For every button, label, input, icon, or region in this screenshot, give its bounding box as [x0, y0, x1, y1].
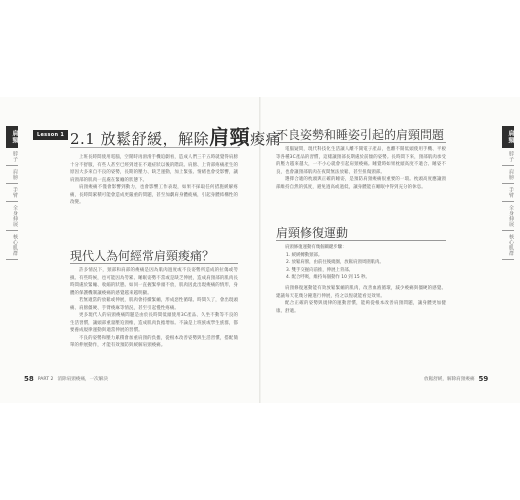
lesson-title — [70, 121, 281, 150]
section-heading-exercise: 肩頸修復運動 — [276, 226, 349, 240]
paragraph: 許多情況下，頸部和肩部的痠痛是因為肌肉過度或不良姿勢所造成的拉傷或勞損。有些時候，也可能因為勞累、睡眠姿勢不當或是缺乏伸展，造成肩頸部的肌肉長時間處於緊繃、收縮的狀態。如同一直握緊拳頭不放，肌肉因此出現痠痛的情形，身體的保護機制讓痠痛的感覺越來越明顯。 — [70, 268, 239, 296]
left-footer — [24, 375, 108, 383]
lesson-title-highlight: 肩頸 — [209, 125, 251, 149]
page-number: 59 — [478, 375, 489, 383]
paragraph: 配合正確的姿勢與規律的運動習慣，能夠從根本改善肩頸問題，讓身體更加健康、舒適。 — [276, 301, 446, 314]
section-divider — [70, 263, 238, 264]
footer-title: 消除肩頸痠痛，一次解決 — [57, 377, 108, 382]
section-divider — [276, 142, 446, 143]
section-divider — [276, 240, 446, 241]
list-intro: 肩頸修復運動有幾個關鍵步驟： — [285, 245, 347, 250]
paragraph: 不良的姿勢和壓力累積會加重肩頸的負擔，從根本改善姿勢與生活習慣，搭配簡單的伸展動作，才能有效預防與緩解肩頸痠痛。 — [70, 335, 238, 348]
lesson-title-prefix: 放鬆舒緩，解除 — [100, 130, 210, 148]
tab-title: 肩頸 — [6, 126, 18, 148]
tab-item-core: 核心肌群 — [6, 231, 18, 260]
right-footer — [424, 375, 488, 383]
paragraph: 更多現代人的肩頸痠痛問題是由於長時間低頭使用3C產品、久坐不動等不良的生活習慣，讓頭部重量壓迫頸椎，造成肌肉負擔增加。不論是上班族或學生族群，都要養成規律運動與適當伸展的習慣。 — [70, 313, 239, 333]
left-intro-text — [70, 154, 238, 207]
lesson-badge: Lesson 1 — [33, 130, 68, 140]
tab-title: 肩頸 — [502, 126, 514, 148]
left-chapter-tab — [6, 126, 18, 260]
footer-title: 放鬆舒緩，解除肩頸痠痛 — [424, 377, 475, 382]
tab-item-arm: 手臂 — [502, 184, 514, 202]
paragraph: 肩頸痠痛不僅會影響到動力，也會影響工作表現，如果不採取任何措施緩解疼痛，長時間累積可能會造成更嚴重的問題，甚至加劇肩身體疲痛，引起身體結構性的改變。 — [70, 185, 239, 205]
lesson-title-suffix: 痠痛 — [250, 130, 282, 148]
lesson-number: 2.1 — [70, 130, 96, 148]
exercise-steps — [276, 244, 446, 282]
tab-item-arm: 手臂 — [6, 184, 18, 202]
tab-item-stretch: 全身伸展 — [502, 202, 514, 231]
left-section-text — [70, 267, 238, 350]
paragraph: 上班長時間使用電腦，空閒時再滑滑手機追劇看，造成人們三千五時就覺得肩膀十分不舒服，有些人甚至已經到達在不適症狀以後的階段。肩膀、上背部疼痛產生的原因大多來自不良的姿勢，長期的壓力、缺乏運動，加上緊張、情緒也會受影響，讓肩頸部的肌肉一直處在緊繃的狀態下。 — [70, 155, 239, 183]
tab-item-shoulder: 肩膀 — [6, 166, 18, 184]
list-item: 4. 配合呼吸，維持每個動作 10 到 15 秒。 — [286, 275, 370, 281]
tab-item-shoulder: 肩膀 — [502, 166, 514, 184]
list-item: 2. 放鬆肩膀，由前往後繞圈，放鬆肩頸周圍肌肉。 — [286, 260, 384, 266]
tab-item-neck: 脖子 — [502, 148, 514, 166]
right-section-text — [276, 146, 446, 191]
page-number: 58 — [24, 375, 34, 383]
right-chapter-tab — [502, 126, 514, 260]
paragraph: 電腦疑問，現代科技化生活讓人離不開電子產品，也離不開低頭使用手機、平板等各種3C產品的習慣，這樣讓頸部長期處於前傾的姿勢。長時間下來，頸部肌肉承受的壓力越來越大，一不小心就會引起肩頸痠痛。睡覺時如果枕頭高度不適合、睡姿不良，也會讓頸部肌肉在夜間無法放鬆，甚至扭傷頸部。 — [276, 147, 446, 175]
footer-part: PART 2 — [37, 376, 54, 382]
paragraph: 選擇合適的枕頭與正確的睡姿，是預防肩頸痠痛很重要的一環。枕頭高度應讓頸部維持自然的弧度，避免過高或過低，讓身體能在睡眠中得到充分的休息。 — [276, 177, 446, 190]
right-exercise-text — [276, 285, 446, 315]
tab-item-neck: 脖子 — [6, 148, 18, 166]
tab-item-stretch: 全身伸展 — [6, 202, 18, 231]
list-item: 1. 緩緩轉動頸部。 — [286, 252, 323, 258]
paragraph: 肩頸修復運動能有效放鬆緊繃的肌肉，改善血液循環，減少痠痛與僵硬的感覺。建議每天花幾分鐘進行伸展，持之以恆就能看見效果。 — [276, 286, 446, 299]
section-heading-posture: 不良姿勢和睡姿引起的肩頸問題 — [276, 128, 445, 142]
paragraph: 若無適當的放鬆或伸展，肌肉會持續緊繃，形成惡性循環。時間久了，會出現頭痛、肩膀僵硬、手臂痠麻等情況，甚至引起慢性疼痛。 — [70, 298, 238, 311]
list-item: 3. 雙手交握向前推，伸展上背部。 — [286, 267, 354, 273]
section-heading-why: 現代人為何經常肩頸痠痛？ — [70, 249, 215, 263]
tab-item-core: 核心肌群 — [502, 231, 514, 260]
title-divider — [70, 147, 240, 148]
